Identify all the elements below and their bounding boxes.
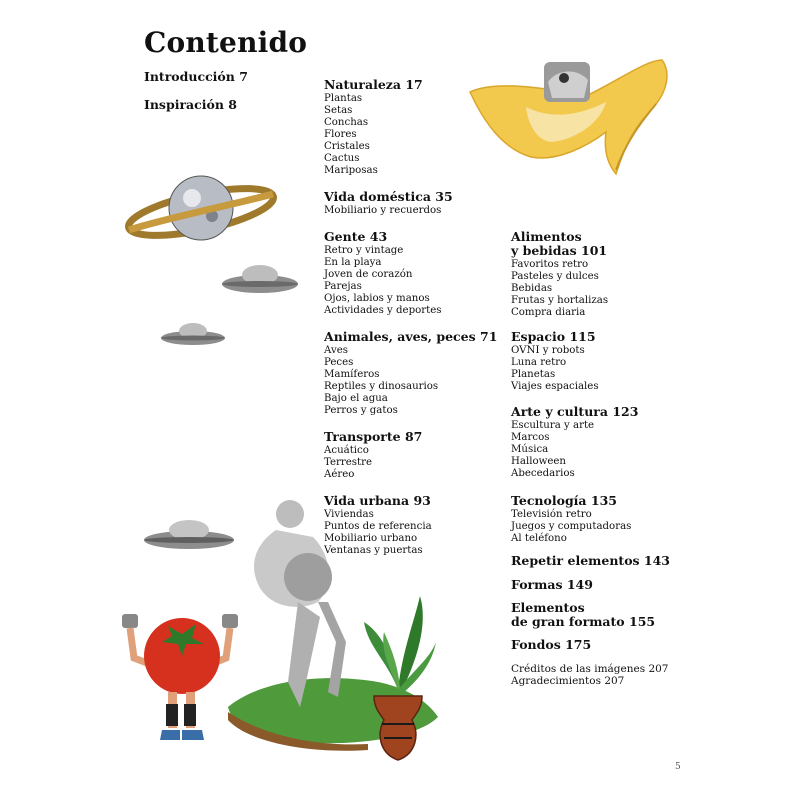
ufo-icon (143, 516, 235, 552)
section-heading[interactable]: Arte y cultura 123 (511, 404, 639, 419)
section-item[interactable]: Favoritos retro (511, 259, 589, 270)
banana-icon (466, 52, 681, 182)
section-item[interactable]: Viajes espaciales (511, 381, 599, 392)
section-item[interactable]: Escultura y arte (511, 420, 595, 431)
section-item[interactable]: Planetas (511, 369, 556, 380)
section-item[interactable]: Flores (324, 129, 357, 140)
section-item[interactable]: Frutas y hortalizas (511, 295, 609, 306)
page-number: 5 (675, 762, 681, 772)
section-item[interactable]: Luna retro (511, 357, 567, 368)
toc-section-animales (324, 330, 497, 417)
section-item[interactable]: Acuático (324, 445, 369, 456)
toc-section-tecnologia (511, 494, 631, 545)
section-item[interactable]: Compra diaria (511, 307, 586, 318)
section-heading[interactable]: Vida urbana 93 (324, 493, 431, 508)
ufo-icon (160, 318, 226, 348)
section-item[interactable]: Aves (324, 345, 348, 356)
section-item[interactable]: Mamíferos (324, 369, 380, 380)
section-item[interactable]: Retro y vintage (324, 245, 404, 256)
section-item[interactable]: OVNI y robots (511, 345, 585, 356)
saturn-icon (126, 174, 276, 246)
toc-section-espacio (511, 330, 599, 393)
toc-entry-elementos-gran-formato[interactable]: Elementos de gran formato 155 (511, 600, 656, 629)
section-item[interactable]: Cactus (324, 153, 360, 164)
section-item[interactable]: Ojos, labios y manos (324, 293, 430, 304)
section-item[interactable]: Terrestre (324, 457, 373, 468)
section-item[interactable]: Bebidas (511, 283, 553, 294)
section-item[interactable]: Viviendas (324, 509, 374, 520)
toc-section-transporte (324, 430, 422, 481)
section-heading[interactable]: Animales, aves, peces 71 (324, 329, 498, 344)
toc-entry-introduccion[interactable]: Introducción 7 (144, 69, 248, 84)
section-item[interactable]: Setas (324, 105, 353, 116)
toc-entry-creditos[interactable]: Créditos de las imágenes 207 (511, 663, 669, 675)
section-item[interactable]: Mobiliario urbano (324, 533, 418, 544)
toc-section-alimentos (511, 230, 608, 319)
section-heading[interactable]: Transporte 87 (324, 429, 423, 444)
toc-entry-formas[interactable]: Formas 149 (511, 577, 593, 592)
ufo-icon (220, 258, 300, 298)
section-heading[interactable]: Naturaleza 17 (324, 77, 423, 92)
section-item[interactable]: Parejas (324, 281, 362, 292)
section-item[interactable]: Plantas (324, 93, 363, 104)
toc-section-arte-cultura (511, 405, 638, 480)
toc-section-gente (324, 230, 441, 317)
section-heading[interactable]: Espacio 115 (511, 329, 596, 344)
potted-plant-icon (358, 592, 438, 764)
section-item[interactable]: Joven de corazón (324, 269, 413, 280)
section-item[interactable]: Mariposas (324, 165, 378, 176)
tomato-icon (120, 608, 250, 744)
section-item[interactable]: Reptiles y dinosaurios (324, 381, 439, 392)
toc-entry-agradecimientos[interactable]: Agradecimientos 207 (511, 675, 625, 687)
section-item[interactable]: Marcos (511, 432, 550, 443)
toc-entry-fondos[interactable]: Fondos 175 (511, 637, 592, 652)
section-heading[interactable]: Tecnología 135 (511, 493, 617, 508)
section-item[interactable]: Al teléfono (511, 533, 567, 544)
section-item[interactable]: En la playa (324, 257, 382, 268)
section-item[interactable]: Puntos de referencia (324, 521, 432, 532)
section-item[interactable]: Peces (324, 357, 354, 368)
section-item[interactable]: Cristales (324, 141, 370, 152)
section-item[interactable]: Bajo el agua (324, 393, 388, 404)
section-heading[interactable]: Alimentos y bebidas 101 (511, 229, 608, 258)
section-item[interactable]: Mobiliario y recuerdos (324, 205, 442, 216)
section-item[interactable]: Conchas (324, 117, 369, 128)
section-item[interactable]: Juegos y computadoras (511, 521, 632, 532)
toc-section-vida-domestica (324, 190, 453, 217)
section-item[interactable]: Actividades y deportes (324, 305, 442, 316)
section-item[interactable]: Música (511, 444, 549, 455)
section-item[interactable]: Televisión retro (511, 509, 592, 520)
section-item[interactable]: Halloween (511, 456, 566, 467)
section-heading[interactable]: Vida doméstica 35 (324, 189, 453, 204)
section-item[interactable]: Abecedarios (511, 468, 575, 479)
toc-entry-repetir-elementos[interactable]: Repetir elementos 143 (511, 553, 671, 568)
toc-entry-inspiracion[interactable]: Inspiración 8 (144, 97, 237, 112)
section-heading[interactable]: Gente 43 (324, 229, 388, 244)
section-item[interactable]: Ventanas y puertas (324, 545, 423, 556)
section-item[interactable]: Aéreo (324, 469, 355, 480)
page-title: Contenido (144, 26, 308, 59)
section-item[interactable]: Pasteles y dulces (511, 271, 599, 282)
toc-section-naturaleza (324, 78, 423, 177)
section-item[interactable]: Perros y gatos (324, 405, 398, 416)
